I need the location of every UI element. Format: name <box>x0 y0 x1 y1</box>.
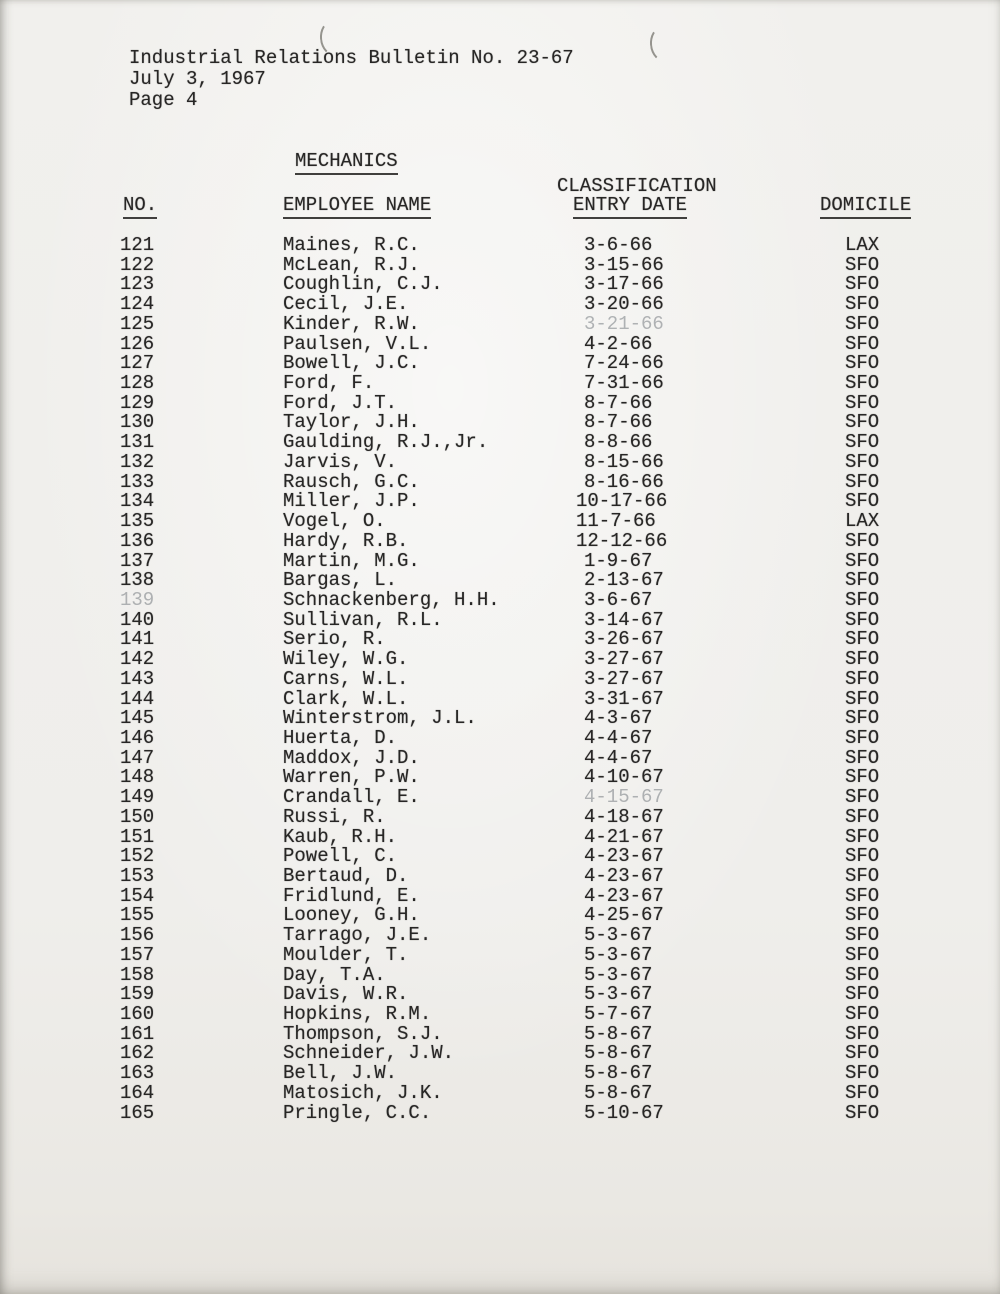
cell-domicile: SFO <box>845 549 880 572</box>
cell-no: 136 <box>120 529 155 552</box>
cell-employee-name: Hardy, R.B. <box>283 529 409 552</box>
table-row <box>0 433 1000 453</box>
cell-no: 123 <box>120 273 155 296</box>
cell-employee-name: Ford, F. <box>283 372 375 395</box>
cell-employee-name: Warren, P.W. <box>283 766 420 789</box>
cell-domicile: SFO <box>845 983 880 1006</box>
cell-entry-date: 3-6-66 <box>584 234 653 256</box>
table-row <box>0 709 1000 729</box>
table-row <box>0 571 1000 591</box>
section-title: MECHANICS <box>295 150 398 175</box>
table-row <box>0 788 1000 808</box>
table-row <box>0 374 1000 394</box>
cell-domicile: SFO <box>845 391 880 414</box>
cell-employee-name: Paulsen, V.L. <box>283 332 432 355</box>
cell-entry-date: 8-16-66 <box>584 470 664 493</box>
cell-no: 145 <box>120 707 155 730</box>
cell-employee-name: Gaulding, R.J.,Jr. <box>283 431 489 454</box>
cell-employee-name: Martin, M.G. <box>283 549 420 572</box>
cell-no: 139 <box>120 588 155 611</box>
cell-employee-name: Bertaud, D. <box>283 865 409 887</box>
cell-domicile: SFO <box>845 963 880 986</box>
cell-employee-name: Bell, J.W. <box>283 1062 398 1085</box>
cell-entry-date: 7-24-66 <box>584 352 664 375</box>
cell-no: 130 <box>120 411 155 434</box>
cell-no: 141 <box>120 628 155 651</box>
cell-no: 151 <box>120 825 155 848</box>
cell-no: 140 <box>120 608 155 631</box>
cell-domicile: SFO <box>845 707 880 730</box>
table-row <box>0 1064 1000 1084</box>
cell-entry-date: 3-31-67 <box>584 687 664 710</box>
cell-employee-name: Fridlund, E. <box>283 884 420 907</box>
cell-domicile: SFO <box>845 687 880 710</box>
cell-domicile: SFO <box>845 312 880 335</box>
cell-domicile: SFO <box>845 470 880 493</box>
table-row <box>0 529 1000 552</box>
cell-employee-name: Coughlin, C.J. <box>283 273 443 296</box>
cell-no: 132 <box>120 450 155 473</box>
cell-domicile: SFO <box>845 845 880 868</box>
cell-no: 144 <box>120 687 155 710</box>
cell-entry-date: 5-3-67 <box>584 943 653 966</box>
cell-entry-date: 4-4-67 <box>584 726 653 749</box>
cell-entry-date: 3-15-66 <box>584 253 664 276</box>
cell-domicile: SFO <box>845 726 880 749</box>
table-row <box>0 943 1000 966</box>
cell-no: 161 <box>120 1022 155 1045</box>
cell-employee-name: Schnackenberg, H.H. <box>283 588 500 611</box>
table-row <box>0 450 1000 473</box>
cell-entry-date: 5-8-67 <box>584 1062 653 1085</box>
table-row <box>0 588 1000 611</box>
cell-no: 157 <box>120 943 155 966</box>
cell-entry-date: 3-20-66 <box>584 293 664 316</box>
cell-domicile: SFO <box>845 529 880 552</box>
cell-entry-date: 4-2-66 <box>584 332 653 355</box>
cell-no: 126 <box>120 332 155 355</box>
table-row <box>0 1005 1000 1025</box>
cell-employee-name: Miller, J.P. <box>283 490 420 513</box>
cell-entry-date: 5-8-67 <box>584 1022 653 1045</box>
cell-no: 159 <box>120 983 155 1006</box>
cell-entry-date: 5-7-67 <box>584 1003 653 1026</box>
cell-entry-date: 5-3-67 <box>584 983 653 1006</box>
document-header <box>129 48 574 111</box>
cell-no: 152 <box>120 845 155 868</box>
cell-employee-name: Russi, R. <box>283 805 386 828</box>
cell-domicile: SFO <box>845 1101 880 1124</box>
cell-employee-name: Pringle, C.C. <box>283 1101 432 1124</box>
cell-employee-name: Ford, J.T. <box>283 391 398 414</box>
cell-no: 121 <box>120 234 155 256</box>
cell-domicile: LAX <box>845 234 880 256</box>
cell-domicile: SFO <box>845 884 880 907</box>
cell-employee-name: Taylor, J.H. <box>283 411 420 434</box>
cell-domicile: SFO <box>845 352 880 375</box>
cell-entry-date: 7-31-66 <box>584 372 664 395</box>
cell-domicile: SFO <box>845 805 880 828</box>
cell-entry-date: 8-15-66 <box>584 450 664 473</box>
cell-employee-name: Powell, C. <box>283 845 398 868</box>
cell-no: 149 <box>120 786 155 809</box>
cell-no: 125 <box>120 312 155 335</box>
column-header-domicile: DOMICILE <box>820 194 911 219</box>
cell-domicile: SFO <box>845 411 880 434</box>
mechanics-table <box>0 236 1000 1123</box>
cell-entry-date: 3-27-67 <box>584 648 664 671</box>
cell-entry-date: 5-3-67 <box>584 924 653 947</box>
cell-employee-name: Maddox, J.D. <box>283 746 420 769</box>
cell-no: 129 <box>120 391 155 414</box>
cell-domicile: SFO <box>845 766 880 789</box>
cell-domicile: SFO <box>845 648 880 671</box>
cell-employee-name: Vogel, O. <box>283 510 386 533</box>
table-row <box>0 1081 1000 1104</box>
cell-domicile: SFO <box>845 924 880 947</box>
cell-no: 163 <box>120 1062 155 1085</box>
cell-employee-name: Crandall, E. <box>283 786 420 809</box>
cell-no: 124 <box>120 293 155 316</box>
cell-employee-name: Hopkins, R.M. <box>283 1003 432 1026</box>
cell-employee-name: Winterstrom, J.L. <box>283 707 477 730</box>
cell-employee-name: Matosich, J.K. <box>283 1081 443 1104</box>
column-header-classification: CLASSIFICATION <box>557 175 717 197</box>
cell-no: 131 <box>120 431 155 454</box>
cell-employee-name: Looney, G.H. <box>283 904 420 927</box>
table-row <box>0 512 1000 532</box>
cell-entry-date: 12-12-66 <box>576 529 668 552</box>
cell-no: 138 <box>120 569 155 592</box>
cell-domicile: SFO <box>845 786 880 809</box>
cell-employee-name: Tarrago, J.E. <box>283 924 432 947</box>
cell-entry-date: 8-7-66 <box>584 411 653 434</box>
column-header-no: NO. <box>123 194 157 219</box>
cell-domicile: SFO <box>845 431 880 454</box>
cell-entry-date: 3-26-67 <box>584 628 664 651</box>
cell-domicile: SFO <box>845 904 880 927</box>
cell-no: 135 <box>120 510 155 533</box>
cell-employee-name: Clark, W.L. <box>283 687 409 710</box>
table-row <box>0 726 1000 749</box>
cell-domicile: SFO <box>845 450 880 473</box>
cell-domicile: SFO <box>845 825 880 848</box>
cell-no: 164 <box>120 1081 155 1104</box>
cell-entry-date: 4-10-67 <box>584 766 664 789</box>
cell-domicile: SFO <box>845 1081 880 1104</box>
cell-no: 146 <box>120 726 155 749</box>
cell-no: 127 <box>120 352 155 375</box>
cell-domicile: SFO <box>845 1022 880 1045</box>
column-header-employee-name: EMPLOYEE NAME <box>283 194 431 219</box>
cell-domicile: SFO <box>845 1062 880 1085</box>
cell-domicile: SFO <box>845 273 880 296</box>
cell-entry-date: 11-7-66 <box>576 510 656 533</box>
cell-entry-date: 5-8-67 <box>584 1042 653 1065</box>
bulletin-title: Industrial Relations Bulletin No. 23-67 <box>129 47 574 69</box>
cell-entry-date: 4-21-67 <box>584 825 664 848</box>
cell-employee-name: Thompson, S.J. <box>283 1022 443 1045</box>
cell-employee-name: Bargas, L. <box>283 569 398 592</box>
cell-employee-name: Huerta, D. <box>283 726 398 749</box>
cell-no: 142 <box>120 648 155 671</box>
table-row <box>0 236 1000 256</box>
cell-domicile: SFO <box>845 667 880 690</box>
cell-employee-name: Jarvis, V. <box>283 450 398 473</box>
cell-employee-name: McLean, R.J. <box>283 253 420 276</box>
cell-domicile: SFO <box>845 569 880 592</box>
table-row <box>0 312 1000 335</box>
cell-domicile: LAX <box>845 510 880 533</box>
cell-no: 134 <box>120 490 155 513</box>
cell-employee-name: Maines, R.C. <box>283 234 420 256</box>
cell-no: 153 <box>120 865 155 887</box>
cell-no: 148 <box>120 766 155 789</box>
cell-entry-date: 8-8-66 <box>584 431 653 454</box>
cell-domicile: SFO <box>845 943 880 966</box>
cell-entry-date: 4-23-67 <box>584 884 664 907</box>
page-number: Page 4 <box>129 89 198 111</box>
cell-entry-date: 3-14-67 <box>584 608 664 631</box>
cell-domicile: SFO <box>845 372 880 395</box>
table-row <box>0 1101 1000 1124</box>
cell-no: 162 <box>120 1042 155 1065</box>
cell-no: 143 <box>120 667 155 690</box>
bulletin-date: July 3, 1967 <box>129 68 266 90</box>
cell-no: 122 <box>120 253 155 276</box>
cell-employee-name: Moulder, T. <box>283 943 409 966</box>
cell-employee-name: Davis, W.R. <box>283 983 409 1006</box>
cell-entry-date: 2-13-67 <box>584 569 664 592</box>
cell-entry-date: 8-7-66 <box>584 391 653 414</box>
cell-entry-date: 5-10-67 <box>584 1101 664 1124</box>
cell-entry-date: 4-25-67 <box>584 904 664 927</box>
cell-employee-name: Sullivan, R.L. <box>283 608 443 631</box>
cell-domicile: SFO <box>845 746 880 769</box>
cell-domicile: SFO <box>845 332 880 355</box>
cell-domicile: SFO <box>845 865 880 887</box>
cell-entry-date: 4-15-67 <box>584 786 664 809</box>
cell-employee-name: Cecil, J.E. <box>283 293 409 316</box>
cell-entry-date: 10-17-66 <box>576 490 668 513</box>
table-row <box>0 805 1000 828</box>
cell-entry-date: 3-27-67 <box>584 667 664 690</box>
cell-entry-date: 3-6-67 <box>584 588 653 611</box>
cell-no: 150 <box>120 805 155 828</box>
cell-domicile: SFO <box>845 608 880 631</box>
cell-entry-date: 4-23-67 <box>584 845 664 868</box>
cell-no: 133 <box>120 470 155 493</box>
cell-no: 147 <box>120 746 155 769</box>
cell-employee-name: Day, T.A. <box>283 963 386 986</box>
cell-employee-name: Kinder, R.W. <box>283 312 420 335</box>
cell-domicile: SFO <box>845 490 880 513</box>
cell-employee-name: Schneider, J.W. <box>283 1042 455 1065</box>
cell-no: 158 <box>120 963 155 986</box>
table-row <box>0 867 1000 887</box>
cell-no: 160 <box>120 1003 155 1026</box>
table-row <box>0 667 1000 690</box>
cell-entry-date: 5-3-67 <box>584 963 653 986</box>
cell-domicile: SFO <box>845 253 880 276</box>
cell-entry-date: 4-4-67 <box>584 746 653 769</box>
cell-no: 165 <box>120 1101 155 1124</box>
cell-domicile: SFO <box>845 628 880 651</box>
cell-entry-date: 3-21-66 <box>584 312 664 335</box>
table-row <box>0 295 1000 315</box>
cell-entry-date: 4-18-67 <box>584 805 664 828</box>
cell-no: 155 <box>120 904 155 927</box>
cell-domicile: SFO <box>845 1003 880 1026</box>
cell-entry-date: 3-17-66 <box>584 273 664 296</box>
column-header-entry-date: ENTRY DATE <box>573 194 687 219</box>
cell-employee-name: Rausch, G.C. <box>283 470 420 493</box>
cell-domicile: SFO <box>845 588 880 611</box>
table-row <box>0 926 1000 946</box>
cell-employee-name: Bowell, J.C. <box>283 352 420 375</box>
cell-employee-name: Carns, W.L. <box>283 667 409 690</box>
cell-entry-date: 4-23-67 <box>584 865 664 887</box>
cell-no: 137 <box>120 549 155 572</box>
cell-domicile: SFO <box>845 293 880 316</box>
cell-employee-name: Kaub, R.H. <box>283 825 398 848</box>
cell-employee-name: Wiley, W.G. <box>283 648 409 671</box>
cell-no: 156 <box>120 924 155 947</box>
cell-entry-date: 4-3-67 <box>584 707 653 730</box>
cell-employee-name: Serio, R. <box>283 628 386 651</box>
cell-no: 128 <box>120 372 155 395</box>
cell-entry-date: 5-8-67 <box>584 1081 653 1104</box>
cell-domicile: SFO <box>845 1042 880 1065</box>
table-row <box>0 650 1000 670</box>
scan-mark-paren-icon <box>648 25 680 64</box>
cell-no: 154 <box>120 884 155 907</box>
cell-entry-date: 1-9-67 <box>584 549 653 572</box>
